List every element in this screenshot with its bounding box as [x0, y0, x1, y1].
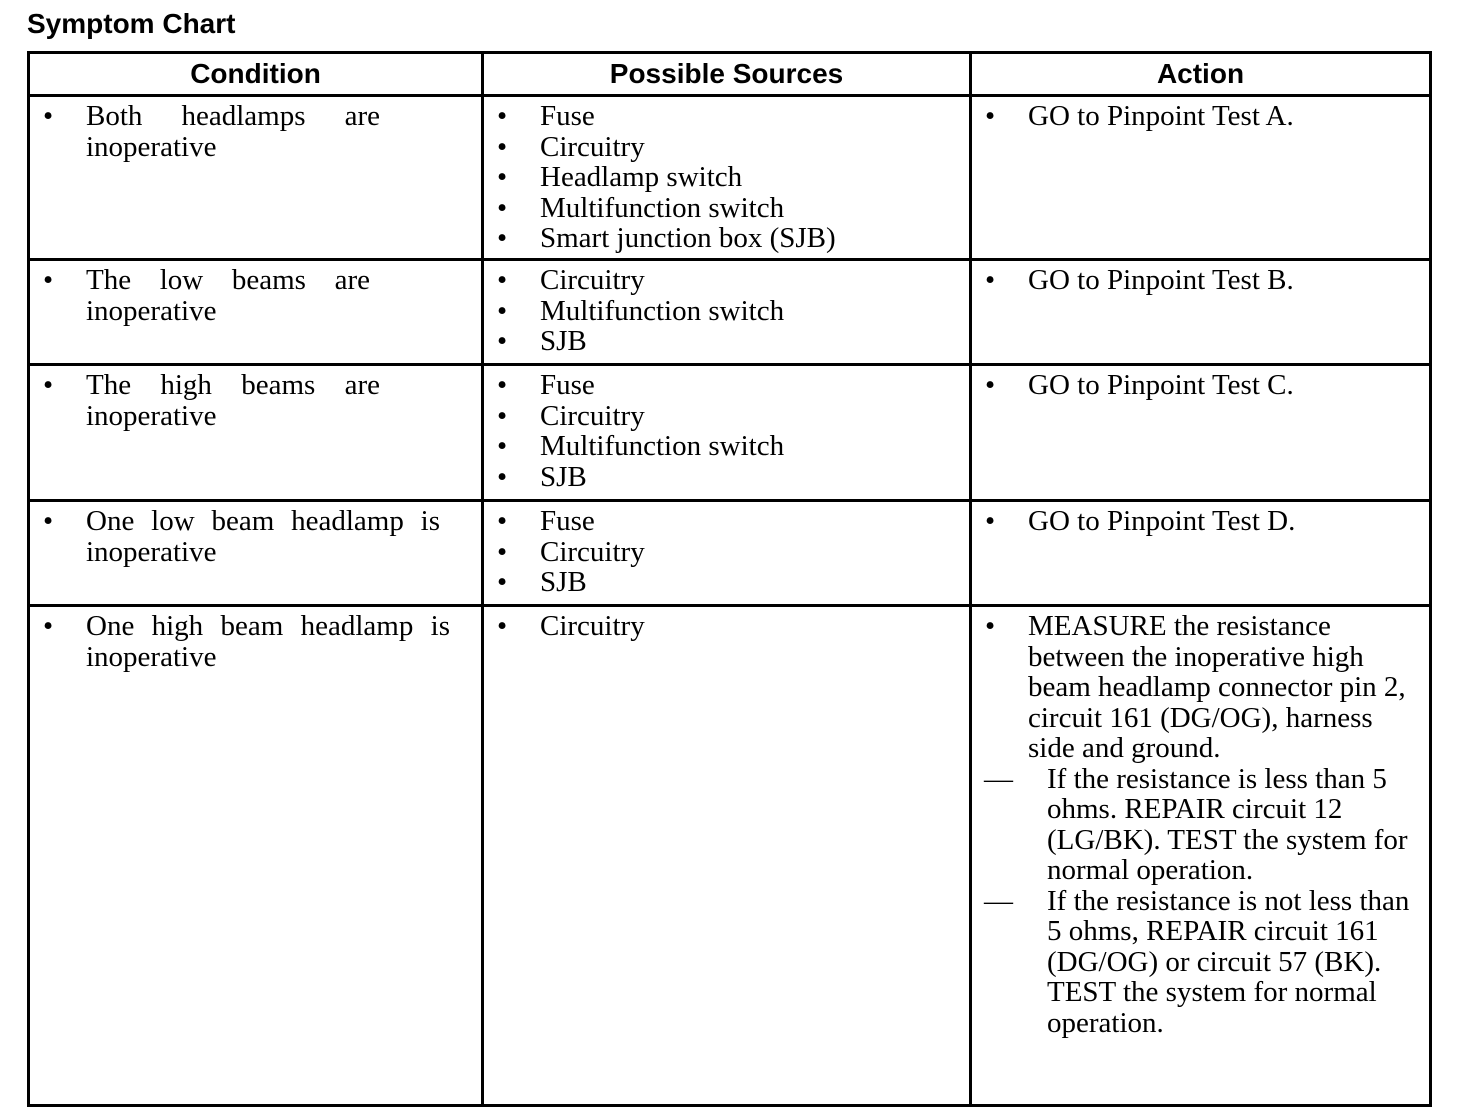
source-item: • Fuse — [494, 101, 959, 132]
condition-item — [40, 611, 450, 672]
condition-cell — [29, 96, 483, 260]
condition-item — [40, 265, 370, 326]
source-item: • Circuitry — [494, 132, 959, 163]
source-item: • SJB — [494, 567, 959, 598]
condition-text: • One high beam headlamp is inoperative — [86, 610, 450, 673]
action-text: MEASURE the resistance between the inoperative high beam headlamp connector pin 2, circuit 161 (DG/OG), harness side and ground. — [1028, 610, 1406, 764]
source-item: • Multifunction switch — [494, 431, 959, 462]
action-cell — [971, 365, 1431, 501]
source-item: • Headlamp switch — [494, 162, 959, 193]
action-item: • GO to Pinpoint Test C. — [982, 370, 1419, 401]
table-row — [29, 501, 1431, 606]
header-action: Action — [971, 53, 1431, 96]
condition-text: • The low beams are inoperative — [86, 264, 370, 327]
sources-cell — [483, 365, 971, 501]
source-item: • SJB — [494, 462, 959, 493]
source-item: • Circuitry — [494, 611, 959, 642]
sub-action-item: — If the resistance is less than 5 ohms. REPAIR circuit 12 (LG/BK). TEST the system for normal operation. — [982, 764, 1419, 886]
source-item: • Fuse — [494, 506, 959, 537]
source-item: • Circuitry — [494, 265, 959, 296]
action-cell — [971, 260, 1431, 365]
condition-item — [40, 506, 440, 567]
source-item: • Multifunction switch — [494, 193, 959, 224]
header-row — [29, 53, 1431, 96]
table-row — [29, 606, 1431, 1106]
action-cell — [971, 606, 1431, 1106]
action-cell — [971, 96, 1431, 260]
condition-text: • The high beams are inoperative — [86, 369, 380, 432]
sources-cell — [483, 606, 971, 1106]
condition-cell — [29, 606, 483, 1106]
condition-item — [40, 101, 380, 162]
condition-cell — [29, 365, 483, 501]
action-item: • GO to Pinpoint Test A. — [982, 101, 1419, 132]
action-item: • GO to Pinpoint Test B. — [982, 265, 1419, 296]
source-item: • SJB — [494, 326, 959, 357]
table-row — [29, 96, 1431, 260]
header-condition: Condition — [29, 53, 483, 96]
source-item: • Fuse — [494, 370, 959, 401]
symptom-table — [27, 51, 1432, 1107]
source-item: • Multifunction switch — [494, 296, 959, 327]
sub-action-list — [982, 764, 1419, 1039]
condition-text: • One low beam headlamp is inoperative — [86, 505, 440, 568]
action-cell — [971, 501, 1431, 606]
source-item: • Circuitry — [494, 537, 959, 568]
sources-cell — [483, 260, 971, 365]
table-row — [29, 260, 1431, 365]
condition-text: • Both headlamps are inoperative — [86, 100, 380, 163]
page-title: Symptom Chart — [27, 8, 236, 39]
condition-item — [40, 370, 380, 431]
header-possible-sources: Possible Sources — [483, 53, 971, 96]
table-row — [29, 365, 1431, 501]
sources-cell — [483, 501, 971, 606]
sub-action-item: — If the resistance is not less than 5 ohms, REPAIR circuit 161 (DG/OG) or circuit 57 (BK). TEST the system for normal operation. — [982, 886, 1419, 1039]
condition-cell — [29, 260, 483, 365]
action-item: • GO to Pinpoint Test D. — [982, 506, 1419, 537]
sources-cell — [483, 96, 971, 260]
action-item — [982, 611, 1419, 1038]
condition-cell — [29, 501, 483, 606]
source-item: • Circuitry — [494, 401, 959, 432]
source-item: • Smart junction box (SJB) — [494, 223, 959, 254]
